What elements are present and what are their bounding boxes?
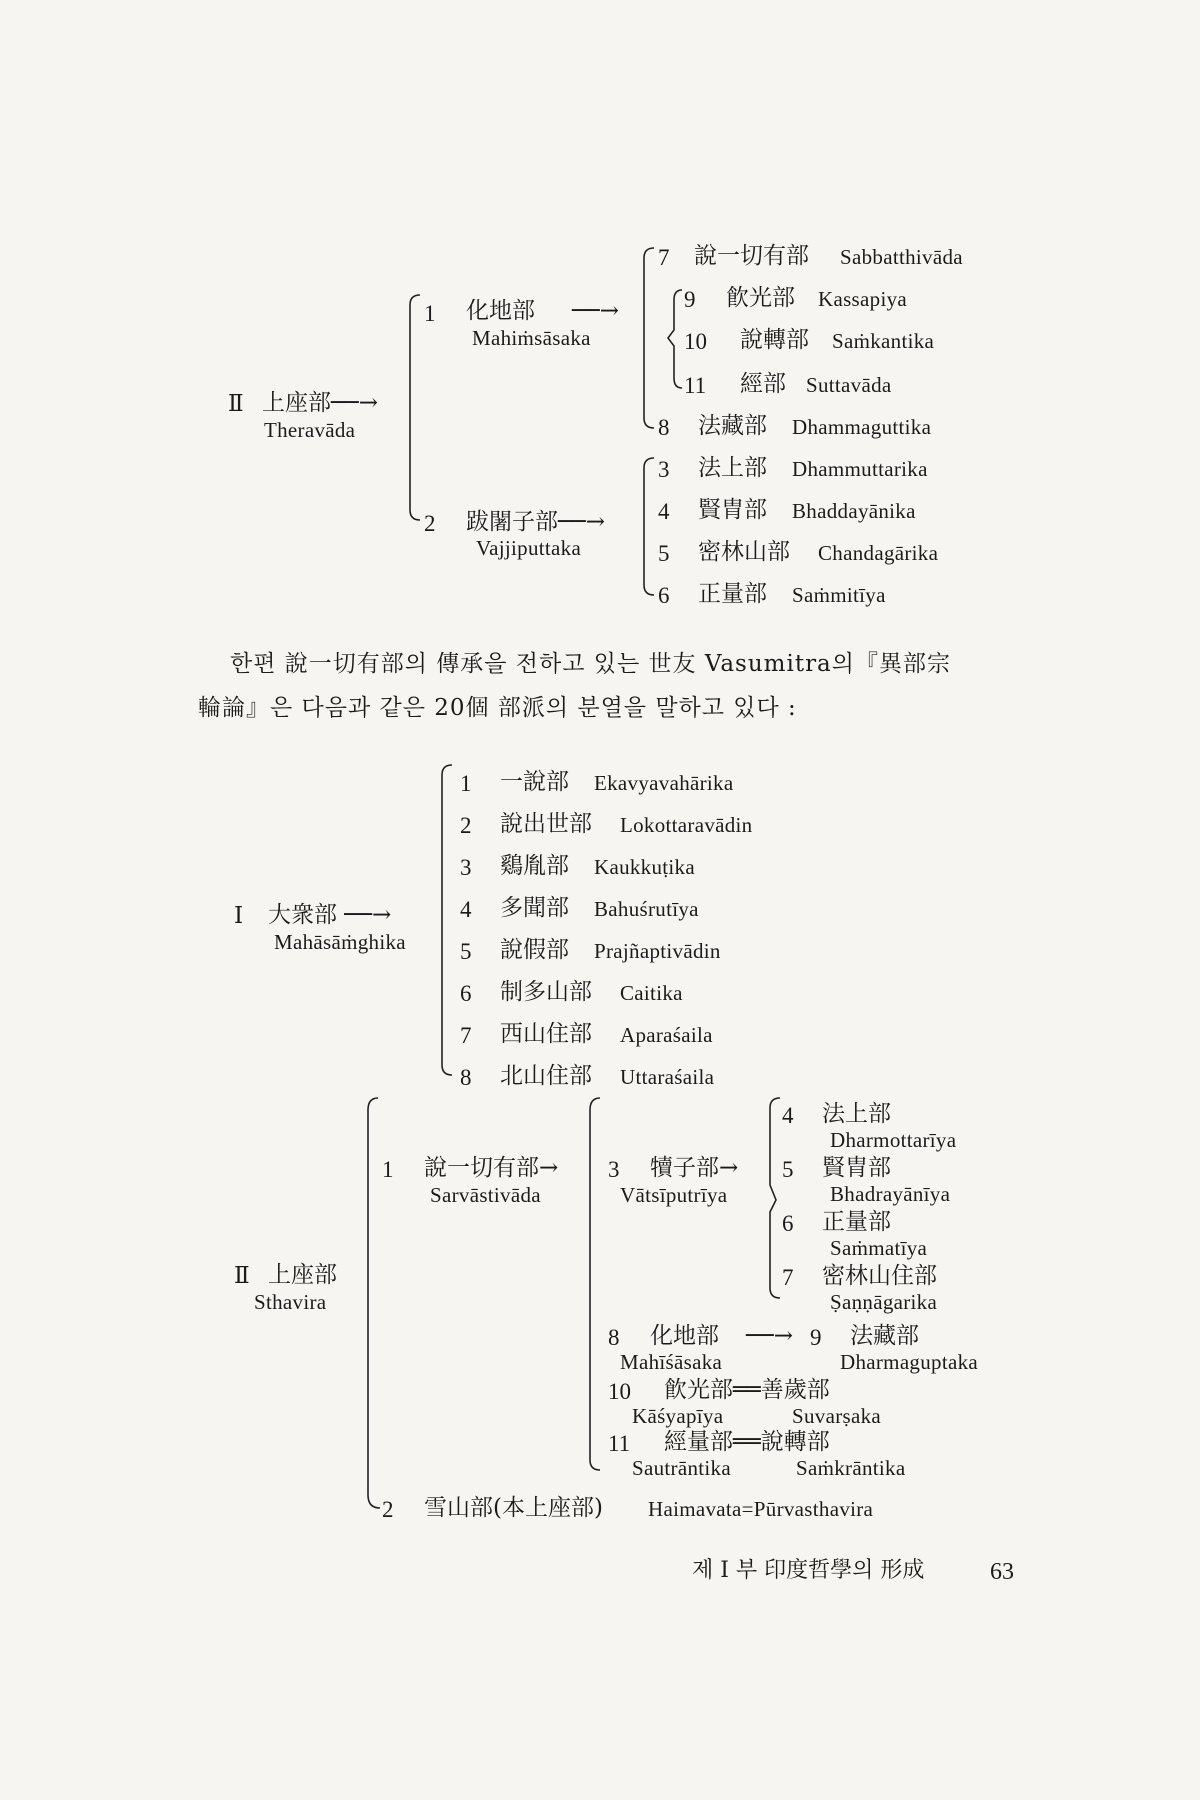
school-han: 經部 (740, 371, 786, 397)
school-latin: Sautrāntika (632, 1456, 731, 1480)
mahimsasaka-num: 1 (424, 301, 436, 326)
school-han: 說出世部 (500, 811, 592, 837)
school-num: 5 (460, 939, 472, 964)
school-han: 說一切有部 (694, 243, 809, 269)
school-num: 11 (608, 1431, 631, 1456)
sthavira-root-latin: Sthavira (254, 1290, 327, 1314)
school-num: 4 (658, 499, 670, 524)
school-han: 法上部 (698, 455, 767, 481)
school-latin: Bhaddayānika (792, 499, 916, 523)
school-latin: Caitika (620, 981, 683, 1005)
school-num: 8 (460, 1065, 472, 1090)
vajjiputtaka-num: 2 (424, 511, 436, 536)
school-num: 8 (608, 1325, 620, 1350)
school-latin: Dhammuttarika (792, 457, 928, 481)
school-han: 飮光部 (726, 285, 795, 311)
school-num: 6 (658, 583, 670, 608)
school-num: 7 (460, 1023, 472, 1048)
footer-running-head: 제 I 부 印度哲學의 形成 (692, 1558, 925, 1583)
theravada-root-label: 上座部──→ (262, 390, 378, 416)
vajjiputtaka-latin: Vajjiputtaka (476, 536, 582, 560)
school-han: 一說部 (500, 769, 569, 795)
sarvastivada-num: 1 (382, 1157, 394, 1182)
vatsiputriya-label: 犢子部→ (650, 1155, 739, 1181)
school-num: 5 (658, 541, 670, 566)
school-han: 多聞部 (500, 895, 569, 921)
school-num: 7 (658, 245, 670, 270)
school-latin: Haimavata=Pūrvasthavira (648, 1497, 874, 1521)
school-latin: Ṣaṇṇāgarika (830, 1290, 938, 1314)
school-num: 6 (782, 1211, 794, 1236)
school-latin: Uttaraśaila (620, 1065, 715, 1089)
school-han: 賢胄部 (698, 497, 767, 523)
school-latin: Saṁkrāntika (796, 1456, 906, 1480)
mahimsasaka-latin: Mahiṁsāsaka (472, 326, 591, 350)
school-latin: Kāśyapīya (632, 1404, 724, 1428)
school-num: 8 (658, 415, 670, 440)
school-num: 3 (658, 457, 670, 482)
row8-arrow: ──→ (746, 1323, 793, 1349)
school-han: 經量部══說轉部 (664, 1429, 830, 1455)
school-han: 制多山部 (500, 979, 592, 1005)
school-latin: Sabbatthivāda (840, 245, 963, 269)
school-num: 9 (684, 287, 696, 312)
school-latin: Kassapiya (818, 287, 908, 311)
school-num: 10 (684, 329, 707, 354)
school-latin: Prajñaptivādin (594, 939, 721, 963)
school-han: 說假部 (500, 937, 569, 963)
theravada-root-num: Ⅱ (228, 391, 244, 417)
paragraph-line-2: 輪論』은 다음과 같은 20個 部派의 분열을 말하고 있다 : (198, 695, 797, 721)
school-latin: Dharmottarīya (830, 1128, 957, 1152)
school-latin: Suttavāda (806, 373, 892, 397)
vatsiputriya-latin: Vātsīputrīya (620, 1183, 728, 1207)
mahasamghika-root-label: 大衆部 ──→ (268, 902, 392, 928)
school-han: 北山住部 (500, 1063, 592, 1089)
school-latin: Ekavyavahārika (594, 771, 734, 795)
school-num: 4 (460, 897, 472, 922)
school-num: 9 (810, 1325, 822, 1350)
school-han: 鷄胤部 (500, 853, 569, 879)
school-han: 西山住部 (500, 1021, 592, 1047)
page-number: 63 (990, 1559, 1014, 1585)
school-han: 法藏部 (698, 413, 767, 439)
school-num: 3 (460, 855, 472, 880)
school-latin: Saṁmitīya (792, 583, 886, 607)
sthavira-root-label: 上座部 (268, 1262, 337, 1288)
vajjiputtaka-label: 跋闍子部──→ (466, 509, 605, 535)
school-num: 2 (460, 813, 472, 838)
school-num: 10 (608, 1379, 631, 1404)
mahimsasaka-arrow: ──→ (572, 298, 619, 324)
school-num: 5 (782, 1157, 794, 1182)
school-han: 雪山部(本上座部) (424, 1495, 603, 1521)
school-han: 密林山部 (698, 539, 790, 565)
school-han: 正量部 (822, 1209, 891, 1235)
school-han: 法上部 (822, 1101, 891, 1127)
school-han: 賢胄部 (822, 1155, 891, 1181)
mahimsasaka-label: 化地部 (466, 298, 535, 324)
school-latin: Dhammaguttika (792, 415, 932, 439)
school-latin: Lokottaravādin (620, 813, 753, 837)
theravada-root-latin: Theravāda (264, 418, 356, 442)
vatsiputriya-num: 3 (608, 1157, 620, 1182)
school-num: 2 (382, 1497, 394, 1522)
school-latin: Saṁkantika (832, 329, 935, 353)
school-latin: Dharmaguptaka (840, 1350, 979, 1374)
school-num: 1 (460, 771, 472, 796)
sthavira-root-num: Ⅱ (234, 1263, 250, 1289)
school-latin: Chandagārika (818, 541, 939, 565)
school-num: 6 (460, 981, 472, 1006)
paragraph-line-1: 한편 說一切有部의 傳承을 전하고 있는 世友 Vasumitra의『異部宗 (230, 651, 951, 677)
mahasamghika-root-num: Ⅰ (234, 903, 244, 929)
school-han: 說轉部 (740, 327, 809, 353)
school-han: 密林山住部 (822, 1263, 937, 1289)
school-latin: Kaukkuṭika (594, 855, 695, 879)
school-num: 4 (782, 1103, 794, 1128)
school-han: 正量部 (698, 581, 767, 607)
school-num: 11 (684, 373, 707, 398)
school-latin: Aparaśaila (620, 1023, 713, 1047)
school-latin: Suvarṣaka (792, 1404, 882, 1428)
school-han: 法藏部 (850, 1323, 919, 1349)
school-latin: Bahuśrutīya (594, 897, 699, 921)
school-latin: Bhadrayānīya (830, 1182, 951, 1206)
school-latin: Saṁmatīya (830, 1236, 928, 1260)
school-han: 飮光部══善歲部 (664, 1377, 830, 1403)
school-num: 7 (782, 1265, 794, 1290)
sarvastivada-label: 說一切有部→ (424, 1155, 559, 1181)
sarvastivada-latin: Sarvāstivāda (430, 1183, 541, 1207)
school-latin: Mahīśāsaka (620, 1350, 723, 1374)
mahasamghika-root-latin: Mahāsāṁghika (274, 930, 406, 954)
school-han: 化地部 (650, 1323, 719, 1349)
